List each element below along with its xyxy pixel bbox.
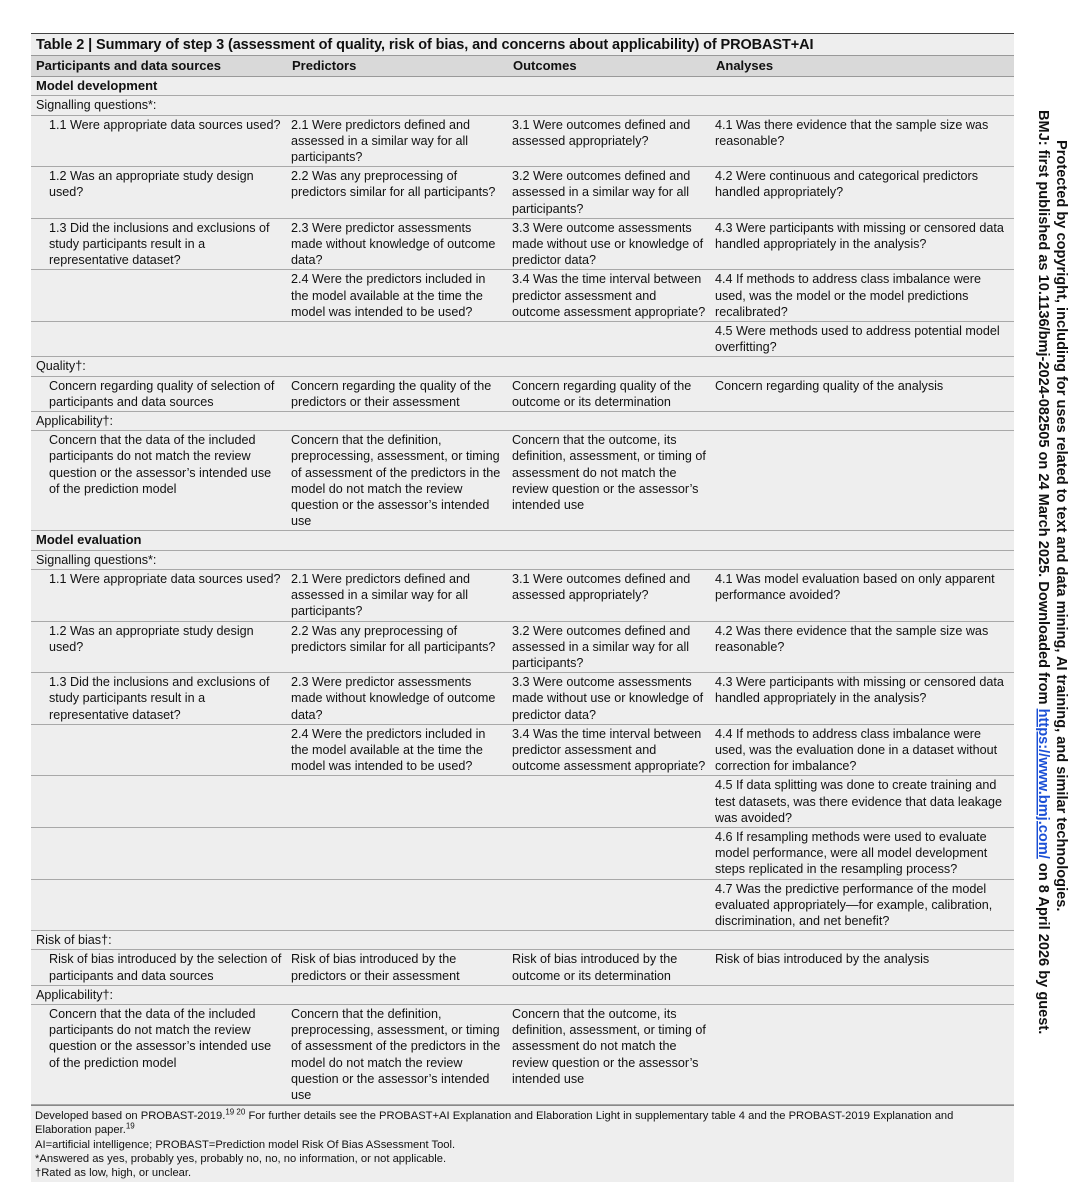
summary-table (31, 56, 1014, 1105)
column-header: Participants and data sources (31, 56, 287, 77)
reference-superscript: 19 20 (225, 1107, 246, 1117)
table-cell: 1.2 Was an appropriate study design used? (31, 621, 287, 673)
table-row (31, 724, 1014, 776)
column-header: Predictors (287, 56, 508, 77)
table-cell (508, 879, 711, 931)
table-cell (711, 1004, 1014, 1104)
table-cell: 4.1 Was there evidence that the sample size was reasonable? (711, 115, 1014, 167)
table-cell: 3.2 Were outcomes defined and assessed in a similar way for all participants? (508, 167, 711, 219)
table-cell: 2.2 Was any preprocessing of predictors similar for all participants? (287, 621, 508, 673)
footnote-signalling: *Answered as yes, probably yes, probably no, no, no information, or not applicable. (35, 1152, 447, 1165)
table-cell: 2.1 Were predictors defined and assessed in a similar way for all participants? (287, 115, 508, 167)
table-cell: 1.1 Were appropriate data sources used? (31, 569, 287, 621)
table-cell (31, 827, 287, 879)
table-row (31, 1004, 1014, 1104)
table-cell (508, 776, 711, 828)
table-cell: 4.5 Were methods used to address potential model overfitting? (711, 322, 1014, 357)
table-row (31, 950, 1014, 985)
table-cell (31, 879, 287, 931)
table-cell: 4.3 Were participants with missing or censored data handled appropriately in the analysis? (711, 673, 1014, 725)
table-cell (287, 879, 508, 931)
section-model-evaluation (31, 531, 1014, 550)
table-cell (287, 776, 508, 828)
table-cell: 2.2 Was any preprocessing of predictors similar for all participants? (287, 167, 508, 219)
footnote-text: Developed based on PROBAST-2019. (35, 1110, 226, 1123)
sidebar-line-2: Protected by copyright, including for uses related to text and data mining, AI training, and similar technologies. (1053, 140, 1069, 912)
table-cell: 1.1 Were appropriate data sources used? (31, 115, 287, 167)
table-cell: Concern regarding the quality of the predictors or their assessment (287, 376, 508, 411)
table-cell: 4.4 If methods to address class imbalance were used, was the model or the model predictions recalibrated? (711, 270, 1014, 322)
table-cell: 3.3 Were outcome assessments made without use or knowledge of predictor data? (508, 673, 711, 725)
table-cell: Concern that the definition, preprocessing, assessment, or timing of assessment of the predictors in the model do not match the review question or the assessor’s intended use (287, 431, 508, 531)
table-cell: 3.1 Were outcomes defined and assessed appropriately? (508, 115, 711, 167)
table-cell: 2.3 Were predictor assessments made without knowledge of outcome data? (287, 218, 508, 270)
quality-label (31, 357, 1014, 376)
table-row (31, 569, 1014, 621)
signalling-questions-label (31, 96, 1014, 115)
table-row (31, 827, 1014, 879)
footnote-source (35, 1109, 1010, 1137)
footnote-abbreviations: AI=artificial intelligence; PROBAST=Prediction model Risk Of Bias ASsessment Tool. (35, 1138, 456, 1151)
subsection-label: Signalling questions*: (31, 550, 1014, 569)
table-container (31, 33, 1014, 1182)
sidebar-line-1: BMJ: first published as 10.1136/bmj-2024-082505 on 24 March 2025. Downloaded from https://www.bmj.com/ on 8 April 2026 by guest. (1035, 110, 1051, 1035)
section-heading: Model evaluation (31, 531, 1014, 550)
subsection-label: Applicability†: (31, 412, 1014, 431)
table-cell: 1.3 Did the inclusions and exclusions of study participants result in a representative dataset? (31, 218, 287, 270)
table-cell: Risk of bias introduced by the outcome or its determination (508, 950, 711, 985)
signalling-questions-label (31, 550, 1014, 569)
section-heading: Model development (31, 77, 1014, 96)
table-cell: Risk of bias introduced by the predictors or their assessment (287, 950, 508, 985)
table-cell: 3.4 Was the time interval between predictor assessment and outcome assessment appropriate? (508, 270, 711, 322)
table-cell: Risk of bias introduced by the analysis (711, 950, 1014, 985)
table-cell: 3.3 Were outcome assessments made without use or knowledge of predictor data? (508, 218, 711, 270)
table-cell: Risk of bias introduced by the selection of participants and data sources (31, 950, 287, 985)
header-row (31, 56, 1014, 77)
table-row (31, 431, 1014, 531)
column-header: Outcomes (508, 56, 711, 77)
table-footnotes (31, 1105, 1014, 1182)
table-cell: 4.7 Was the predictive performance of the model evaluated appropriately—for example, calibration, discrimination, and net benefit? (711, 879, 1014, 931)
table-cell (31, 724, 287, 776)
table-row (31, 322, 1014, 357)
table-cell: 3.1 Were outcomes defined and assessed appropriately? (508, 569, 711, 621)
table-cell: 2.3 Were predictor assessments made without knowledge of outcome data? (287, 673, 508, 725)
table-cell (287, 322, 508, 357)
bmj-link[interactable]: https://www.bmj.com/ (1035, 708, 1051, 859)
table-cell: 4.2 Was there evidence that the sample size was reasonable? (711, 621, 1014, 673)
table-row (31, 167, 1014, 219)
table-cell: Concern regarding quality of selection of participants and data sources (31, 376, 287, 411)
table-row (31, 673, 1014, 725)
table-cell: Concern regarding quality of the outcome or its determination (508, 376, 711, 411)
table-row (31, 621, 1014, 673)
table-cell: 4.4 If methods to address class imbalance were used, was the evaluation done in a dataset without correction for imbalance? (711, 724, 1014, 776)
table-row (31, 776, 1014, 828)
table-cell (31, 322, 287, 357)
table-cell: 1.3 Did the inclusions and exclusions of study participants result in a representative dataset? (31, 673, 287, 725)
table-cell: 3.2 Were outcomes defined and assessed in a similar way for all participants? (508, 621, 711, 673)
table-row (31, 879, 1014, 931)
footnote-text: For further details see the PROBAST+AI Explanation and Elaboration Light in supplementary table 4 and the PROBAST-2019 Explanation and Elaboration paper. (35, 1110, 954, 1137)
table-body (31, 77, 1014, 1105)
section-model-development (31, 77, 1014, 96)
subsection-label: Quality†: (31, 357, 1014, 376)
risk-of-bias-label (31, 931, 1014, 950)
column-header: Analyses (711, 56, 1014, 77)
table-cell (711, 431, 1014, 531)
table-row (31, 376, 1014, 411)
table-cell: 3.4 Was the time interval between predictor assessment and outcome assessment appropriate? (508, 724, 711, 776)
table-cell: Concern that the outcome, its definition, assessment, or timing of assessment do not match the review question or the assessor’s intended use (508, 1004, 711, 1104)
table-cell: Concern regarding quality of the analysis (711, 376, 1014, 411)
table-cell: Concern that the outcome, its definition, assessment, or timing of assessment do not match the review question or the assessor’s intended use (508, 431, 711, 531)
table-cell: 4.6 If resampling methods were used to evaluate model performance, were all model development steps replicated in the resampling process? (711, 827, 1014, 879)
subsection-label: Signalling questions*: (31, 96, 1014, 115)
table-row (31, 270, 1014, 322)
table-cell: Concern that the data of the included participants do not match the review question or the assessor’s intended use of the prediction model (31, 1004, 287, 1104)
table-cell: 1.2 Was an appropriate study design used? (31, 167, 287, 219)
table-cell (31, 270, 287, 322)
table-cell: 4.5 If data splitting was done to create training and test datasets, was there evidence that data leakage was avoided? (711, 776, 1014, 828)
table-cell: 4.3 Were participants with missing or censored data handled appropriately in the analysis? (711, 218, 1014, 270)
table-cell: Concern that the definition, preprocessing, assessment, or timing of assessment of the predictors in the model do not match the review question or the assessor’s intended use (287, 1004, 508, 1104)
table-cell: 4.1 Was model evaluation based on only apparent performance avoided? (711, 569, 1014, 621)
sidebar-svg (1029, 110, 1069, 1170)
reference-superscript: 19 (125, 1121, 135, 1131)
table-cell (508, 827, 711, 879)
table-row (31, 115, 1014, 167)
subsection-label: Applicability†: (31, 985, 1014, 1004)
table-title: Table 2 | Summary of step 3 (assessment of quality, risk of bias, and concerns about applicability) of PROBAST+AI (31, 33, 1014, 56)
table-row (31, 218, 1014, 270)
footnote-rating: †Rated as low, high, or unclear. (35, 1167, 192, 1179)
subsection-label: Risk of bias†: (31, 931, 1014, 950)
table-cell (508, 322, 711, 357)
copyright-sidebar (1029, 110, 1069, 1170)
table-cell: 2.4 Were the predictors included in the model available at the time the model was intended to be used? (287, 270, 508, 322)
table-cell: 2.1 Were predictors defined and assessed in a similar way for all participants? (287, 569, 508, 621)
applicability-label (31, 985, 1014, 1004)
table-cell: Concern that the data of the included participants do not match the review question or the assessor’s intended use of the prediction model (31, 431, 287, 531)
table-cell: 4.2 Were continuous and categorical predictors handled appropriately? (711, 167, 1014, 219)
table-cell (31, 776, 287, 828)
table-cell: 2.4 Were the predictors included in the model available at the time the model was intended to be used? (287, 724, 508, 776)
table-cell (287, 827, 508, 879)
applicability-label (31, 412, 1014, 431)
